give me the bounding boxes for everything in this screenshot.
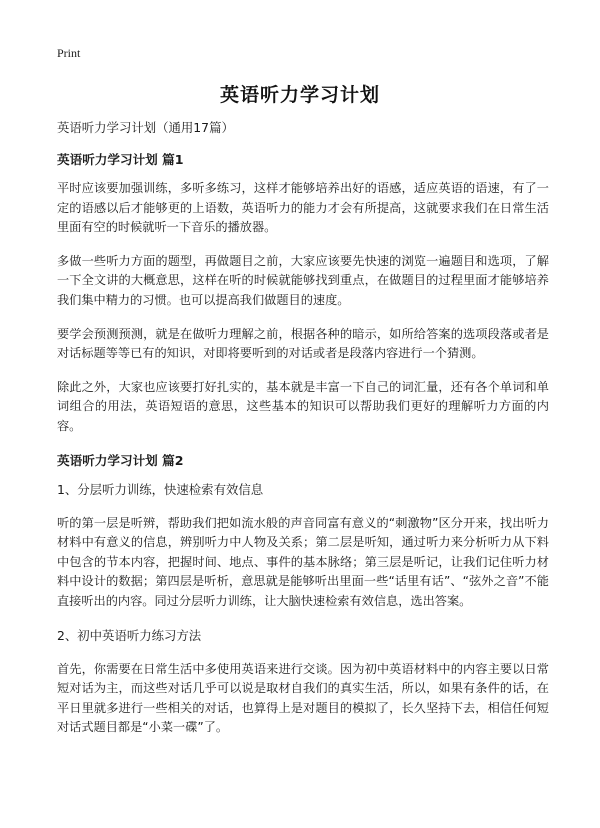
- section-2: [57, 451, 549, 738]
- paragraph: 除此之外，大家也应该要打好扎实的，基本就是丰富一下自己的词汇量，还有各个单词和单词组合的用法，英语短语的意思，这些基本的知识可以帮助我们更好的理解听力方面的内容。: [57, 379, 549, 433]
- item-heading: 1、分层听力训练，快速检索有效信息: [57, 481, 264, 497]
- document-body: [57, 118, 549, 752]
- section-heading: 英语听力学习计划 篇2: [57, 452, 184, 468]
- document-title: 英语听力学习计划: [219, 84, 380, 106]
- section-heading: 英语听力学习计划 篇1: [57, 152, 184, 167]
- print-label: Print: [57, 46, 81, 60]
- paragraph: 平时应该要加强训练，多听多练习，这样才能够培养出好的语感，适应英语的语速，有了一定的语感以后才能够更的上语数，英语听力的能力才会有所提高，这就要求我们在日常生活里面有空的时候就听一下音乐的播放器。: [57, 181, 549, 235]
- item-heading: 2、初中英语听力练习方法: [57, 627, 202, 643]
- paragraph: 首先，你需要在日常生活中多使用英语来进行交谈。因为初中英语材料中的内容主要以日常短对话为主，而这些对话几乎可以说是取材自我们的真实生活，所以，如果有条件的话，在平日里就多进行一些相关的对话，也算得上是对题目的模拟了，长久坚持下去，相信任何短对话式题目都是“小菜一碟”了。: [57, 661, 549, 735]
- paragraph: 要学会预测预测，就是在做听力理解之前，根据各种的暗示，如所给答案的选项段落或者是对话标题等等已有的知识，对即将要听到的对话或者是段落内容进行一个猜测。: [57, 326, 549, 361]
- paragraph: 多做一些听力方面的题型，再做题目之前，大家应该要先快速的浏览一遍题目和选项，了解一下全文讲的大概意思，这样在听的时候就能够找到重点，在做题目的过程里面才能够培养我们集中精力的习惯。也可以提高我们做题目的速度。: [57, 253, 549, 307]
- section-1: [57, 150, 549, 437]
- document-subtitle: 英语听力学习计划（通用17篇）: [57, 120, 234, 135]
- paragraph: 听的第一层是听辨，帮助我们把如流水般的声音同富有意义的“刺激物”区分开来，找出听力材料中有意义的信息，辨别听力中人物及关系；第二层是听知，通过听力来分析听力从下料中包含的节本内容，把握时间、地点、事件的基本脉络；第三层是听记，让我们记住听力材料中设计的数据；第四层是听析，意思就是能够听出里面一些“话里有话”、“弦外之音”不能直接听出的内容。同过分层听力训练，让大脑快速检索有效信息，选出答案。: [57, 515, 549, 608]
